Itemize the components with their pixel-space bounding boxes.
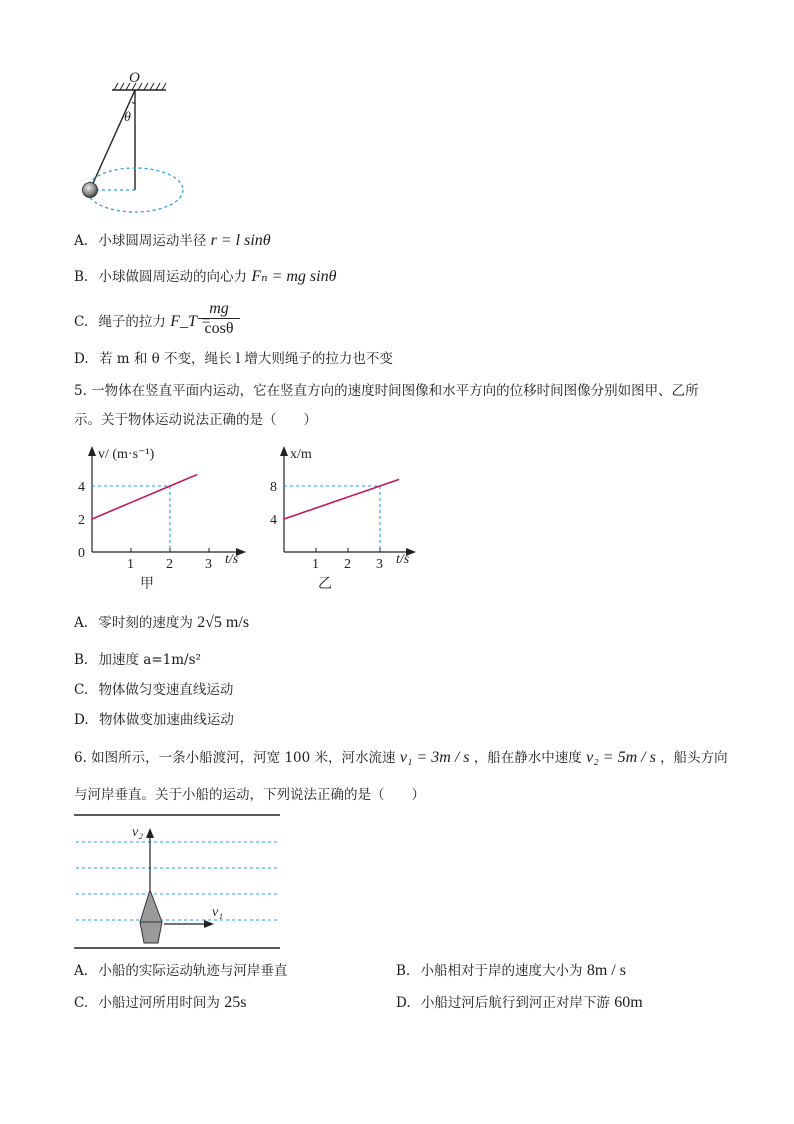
x-tick-label-3: 3 bbox=[205, 557, 212, 572]
q6-stem-line1: 6. 如图所示，一条小船渡河，河宽 100 米，河水流速 v₁ = 3m / s ，船在静水中速度 v₂ = 5m / s ，船头方向 bbox=[74, 749, 728, 766]
q6-option-a: A. 小船的实际运动轨迹与河岸垂直 bbox=[74, 963, 288, 979]
series-line-x bbox=[284, 479, 399, 519]
q4-option-b: B. 小球做圆周运动的向心力 Fₙ = mg sinθ bbox=[74, 268, 337, 285]
y-tick-label-0: 0 bbox=[78, 546, 85, 561]
q4-option-c-fraction: mg cosθ bbox=[198, 300, 240, 339]
chart-title: 甲 bbox=[140, 577, 154, 592]
v1-label: v₁ bbox=[212, 905, 224, 920]
y-axis-arrow bbox=[280, 446, 288, 456]
q6-option-c: C. 小船过河所用时间为 25s bbox=[74, 994, 247, 1011]
river-boat-figure bbox=[74, 812, 282, 954]
ball bbox=[83, 183, 98, 198]
q5-option-a: A. 零时刻的速度为 2√5 m/s bbox=[74, 614, 250, 631]
angle-label: θ bbox=[124, 110, 131, 125]
v2-arrow-head bbox=[146, 828, 154, 838]
ceiling-hatch bbox=[114, 83, 166, 90]
q6-option-d: D. 小船过河后航行到河正对岸下游 60m bbox=[396, 994, 643, 1011]
q5-stem-line1: 5. 一物体在竖直平面内运动，它在竖直方向的速度时间图像和水平方向的位移时间图像分别如图甲、乙所 bbox=[74, 383, 699, 399]
water-lines bbox=[76, 842, 280, 920]
y-axis-label: x/m bbox=[290, 447, 312, 462]
x-tick-label-2: 2 bbox=[166, 557, 173, 572]
boat bbox=[140, 890, 162, 943]
q6-stem-line2: 与河岸垂直。关于小船的运动，下列说法正确的是（ ） bbox=[74, 787, 425, 803]
x-axis-label: t/s bbox=[396, 552, 410, 567]
y-tick-label-8: 8 bbox=[270, 480, 277, 495]
q4-option-a: A. 小球圆周运动半径 r = l sinθ bbox=[74, 232, 271, 249]
q4-option-c: C. 绳子的拉力 F_T = bbox=[74, 313, 212, 330]
y-axis-label: v/ (m·s⁻¹) bbox=[98, 447, 155, 462]
series-line-v bbox=[92, 474, 197, 519]
conical-pendulum-figure bbox=[70, 66, 200, 220]
v2-label: v₂ bbox=[132, 825, 144, 840]
q5-option-c: C. 物体做匀变速直线运动 bbox=[74, 682, 234, 698]
y-tick-label-2: 2 bbox=[78, 513, 85, 528]
pivot-label: O bbox=[129, 70, 140, 86]
y-tick-label-4: 4 bbox=[270, 513, 277, 528]
v1-arrow-head bbox=[204, 920, 214, 928]
x-axis-label: t/s bbox=[225, 552, 239, 567]
x-tick-label-3: 3 bbox=[376, 557, 383, 572]
velocity-time-chart bbox=[70, 442, 260, 594]
string-line bbox=[90, 90, 135, 190]
displacement-time-chart bbox=[262, 442, 422, 594]
q5-option-d: D. 物体做变加速曲线运动 bbox=[74, 712, 234, 728]
x-tick-label-2: 2 bbox=[344, 557, 351, 572]
q5-option-b: B. 加速度 a=1m/s² bbox=[74, 652, 201, 668]
y-tick-label-4: 4 bbox=[78, 480, 85, 495]
chart-title: 乙 bbox=[318, 577, 332, 592]
x-tick-label-1: 1 bbox=[312, 557, 319, 572]
q4-option-d: D. 若 m 和 θ 不变，绳长 l 增大则绳子的拉力也不变 bbox=[74, 351, 393, 367]
x-tick-label-1: 1 bbox=[127, 557, 134, 572]
q5-stem-line2: 示。关于物体运动说法正确的是（ ） bbox=[74, 412, 317, 428]
y-axis-arrow bbox=[88, 446, 96, 456]
q6-option-b: B. 小船相对于岸的速度大小为 8m / s bbox=[396, 962, 626, 979]
